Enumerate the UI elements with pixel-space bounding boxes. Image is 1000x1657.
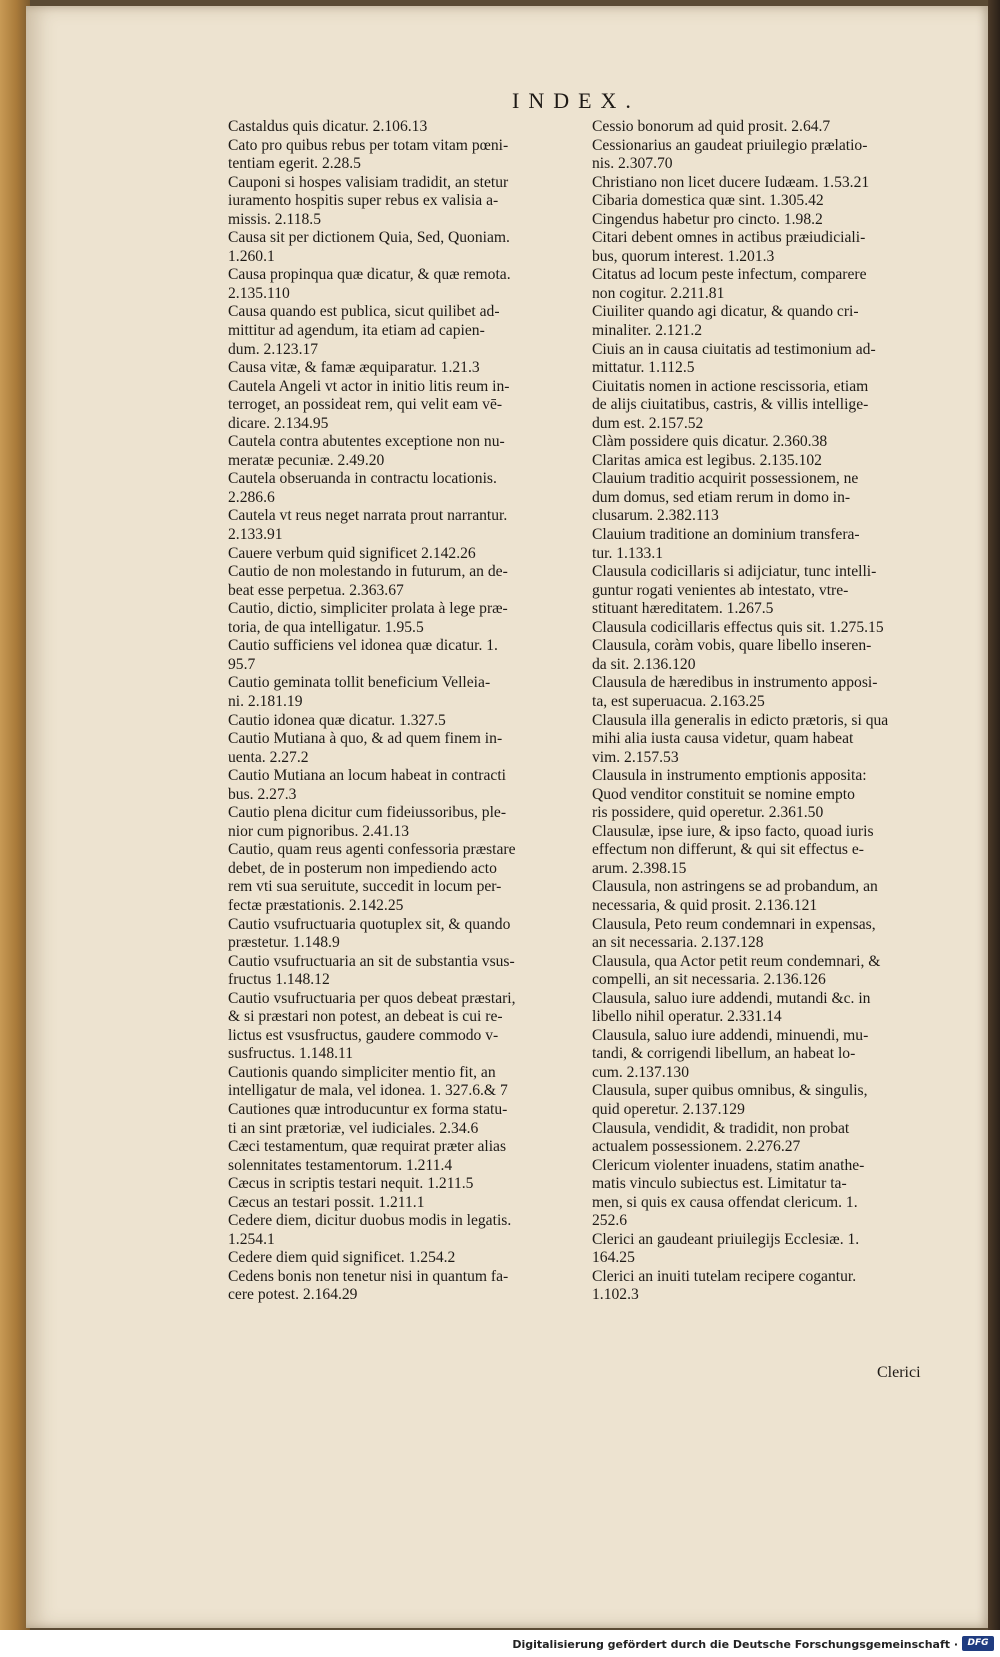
index-entry bbox=[592, 137, 947, 174]
index-entry-line: Cautio Mutiana à quo, & ad quem finem in- bbox=[228, 730, 503, 748]
index-entry-line: Cæcus an testari possit. 1.211.1 bbox=[228, 1193, 425, 1211]
index-entry bbox=[228, 563, 574, 600]
index-entry-line: Causa vitæ, & famæ æquiparatur. 1.21.3 bbox=[228, 359, 480, 377]
index-entry bbox=[228, 137, 574, 174]
index-entry-line: rem vti sua seruitute, succedit in locum per- bbox=[228, 878, 502, 896]
index-entry-line: mihi alia iusta causa videtur, quam habeat bbox=[592, 730, 854, 748]
index-entry bbox=[228, 1064, 574, 1101]
index-entry-line: Clausula, non astringens se ad probandum, an bbox=[592, 878, 878, 896]
index-entry-line: meratæ pecuniæ. 2.49.20 bbox=[228, 451, 385, 469]
index-entry bbox=[592, 563, 947, 619]
index-entry bbox=[592, 637, 947, 674]
index-entry-line: tentiam egerit. 2.28.5 bbox=[228, 155, 361, 173]
index-entry-line: Clerici an inuiti tutelam recipere cogantur. bbox=[592, 1267, 857, 1285]
index-entry bbox=[592, 452, 947, 471]
index-entry-line: ta, est superuacua. 2.163.25 bbox=[592, 692, 765, 710]
index-entry-line: men, si quis ex causa offendat clericum. 1. bbox=[592, 1193, 858, 1211]
index-entry-line: dum domus, sed etiam rerum in domo in- bbox=[592, 488, 851, 506]
index-entry bbox=[228, 767, 574, 804]
index-entry-line: Clausulæ, ipse iure, & ipso facto, quoad iuris bbox=[592, 822, 874, 840]
index-entry-line: Clausula de hæredibus in instrumento apposi- bbox=[592, 674, 878, 692]
running-head: INDEX. bbox=[512, 88, 640, 113]
index-entry-line: 1.254.1 bbox=[228, 1230, 275, 1248]
index-entry-line: Cautionis quando simpliciter mentio fit, an bbox=[228, 1063, 496, 1081]
index-entry-line: nis. 2.307.70 bbox=[592, 155, 673, 173]
index-entry-line: missis. 2.118.5 bbox=[228, 210, 321, 228]
index-entry bbox=[228, 378, 574, 434]
index-entry-line: Cautio geminata tollit beneficium Velleia- bbox=[228, 674, 491, 692]
index-entry-line: Ciuis an in causa ciuitatis ad testimonium ad- bbox=[592, 340, 876, 358]
index-entry-line: lictus est vsusfructus, gaudere commodo v- bbox=[228, 1026, 499, 1044]
index-entry bbox=[592, 823, 947, 879]
index-entry bbox=[228, 1194, 574, 1213]
index-entry-line: Clausula, saluo iure addendi, mutandi &c. in bbox=[592, 989, 871, 1007]
index-entry-line: de alijs ciuitatibus, castris, & villis intellige- bbox=[592, 396, 869, 414]
index-entry bbox=[228, 266, 574, 303]
index-entry bbox=[592, 1157, 947, 1231]
index-entry bbox=[592, 470, 947, 526]
index-entry-line: 1.260.1 bbox=[228, 247, 275, 265]
catchword: Clerici bbox=[877, 1364, 921, 1381]
index-entry-line: uenta. 2.27.2 bbox=[228, 748, 309, 766]
index-entry bbox=[228, 303, 574, 359]
index-entry-line: Cautela contra abutentes exceptione non nu- bbox=[228, 433, 505, 451]
index-entry-line: Citatus ad locum peste infectum, comparere bbox=[592, 266, 867, 284]
index-entry-line: libello nihil operatur. 2.331.14 bbox=[592, 1008, 782, 1026]
index-entry-line: cere potest. 2.164.29 bbox=[228, 1286, 358, 1304]
index-entry-line: Clausula, qua Actor petit reum condemnari, & bbox=[592, 952, 881, 970]
index-entry-line: Cautio vsufructuaria per quos debeat præstari, bbox=[228, 989, 516, 1007]
index-entry-line: quid operetur. 2.137.129 bbox=[592, 1100, 745, 1118]
index-entry bbox=[228, 637, 574, 674]
index-entry-line: 252.6 bbox=[592, 1212, 628, 1230]
index-entry bbox=[228, 118, 574, 137]
index-entry-line: 164.25 bbox=[592, 1249, 635, 1267]
index-entry-line: Clerici an gaudeant priuilegijs Ecclesiæ. 1. bbox=[592, 1230, 860, 1248]
index-entry bbox=[592, 378, 947, 434]
index-entry-line: susfructus. 1.148.11 bbox=[228, 1045, 354, 1063]
index-entry-line: Clausula illa generalis in edicto prætoris, si qua bbox=[592, 711, 889, 729]
index-entry-line: cum. 2.137.130 bbox=[592, 1063, 690, 1081]
index-entry bbox=[228, 470, 574, 507]
index-entry-line: 2.286.6 bbox=[228, 488, 275, 506]
dfg-logo: DFG bbox=[962, 1636, 994, 1651]
index-entry-line: Cautio de non molestando in futurum, an de- bbox=[228, 563, 508, 581]
index-entry-line: Cautio sufficiens vel idonea quæ dicatur. 1. bbox=[228, 637, 498, 655]
index-entry-line: Cauere verbum quid significet 2.142.26 bbox=[228, 544, 476, 562]
index-entry-line: Cingendus habetur pro cincto. 1.98.2 bbox=[592, 210, 823, 228]
index-column-left bbox=[228, 118, 574, 1305]
index-entry-line: Clausula, saluo iure addendi, minuendi, mu- bbox=[592, 1026, 869, 1044]
index-entry-line: ni. 2.181.19 bbox=[228, 692, 303, 710]
index-entry-line: Cautio, dictio, simpliciter prolata à lege præ- bbox=[228, 600, 508, 618]
index-entry-line: Christiano non licet ducere Iudæam. 1.53.21 bbox=[592, 173, 870, 191]
index-entry bbox=[228, 730, 574, 767]
index-entry-line: Cedens bonis non tenetur nisi in quantum fa- bbox=[228, 1267, 509, 1285]
index-entry bbox=[592, 341, 947, 378]
footer-credit: Digitalisierung gefördert durch die Deutsche Forschungsgemeinschaft · bbox=[512, 1638, 958, 1651]
index-entry-line: Cautio vsufructuaria an sit de substantia vsus- bbox=[228, 952, 515, 970]
index-entry-line: Clauium traditio acquirit possessionem, ne bbox=[592, 470, 859, 488]
index-entry-line: Clericum violenter inuadens, statim anathe- bbox=[592, 1156, 865, 1174]
index-entry-line: arum. 2.398.15 bbox=[592, 859, 687, 877]
index-entry-line: necessaria, & quid prosit. 2.136.121 bbox=[592, 896, 818, 914]
index-entry-line: nior cum pignoribus. 2.41.13 bbox=[228, 822, 410, 840]
index-entry-line: Castaldus quis dicatur. 2.106.13 bbox=[228, 118, 428, 135]
index-entry bbox=[592, 192, 947, 211]
index-entry-line: Clausula, super quibus omnibus, & singulis, bbox=[592, 1082, 868, 1100]
index-entry bbox=[228, 1101, 574, 1138]
index-entry-line: Cautio, quam reus agenti confessoria præstare bbox=[228, 841, 516, 859]
index-entry-line: Clausula codicillaris si adijciatur, tunc intelli- bbox=[592, 563, 877, 581]
index-entry-line: Cautela obseruanda in contractu locationis. bbox=[228, 470, 497, 488]
index-entry bbox=[592, 674, 947, 711]
index-entry-line: Cibaria domestica quæ sint. 1.305.42 bbox=[592, 192, 824, 210]
index-entry bbox=[228, 359, 574, 378]
index-entry bbox=[228, 174, 574, 230]
index-entry bbox=[592, 1268, 947, 1305]
index-entry bbox=[592, 619, 947, 638]
index-entry bbox=[592, 433, 947, 452]
index-entry-line: Causa propinqua quæ dicatur, & quæ remota. bbox=[228, 266, 511, 284]
index-entry-line: Cautio Mutiana an locum habeat in contracti bbox=[228, 767, 506, 785]
index-entry-line: Clausula in instrumento emptionis apposita: bbox=[592, 767, 867, 785]
index-entry bbox=[592, 878, 947, 915]
index-entry-line: matis vinculo subiectus est. Limitatur ta- bbox=[592, 1175, 847, 1193]
index-entry bbox=[592, 1027, 947, 1083]
index-entry-line: fectæ præstationis. 2.142.25 bbox=[228, 896, 404, 914]
index-entry bbox=[228, 1138, 574, 1175]
index-entry-line: Cedere diem quid significet. 1.254.2 bbox=[228, 1249, 456, 1267]
index-entry-line: tur. 1.133.1 bbox=[592, 544, 664, 562]
digitization-footer bbox=[0, 1630, 1000, 1657]
index-entry bbox=[228, 916, 574, 953]
index-entry-line: debet, de in posterum non impediendo acto bbox=[228, 859, 497, 877]
index-entry-line: Ciuitatis nomen in actione rescissoria, etiam bbox=[592, 377, 869, 395]
book-edge-right bbox=[988, 0, 1000, 1657]
index-entry-line: Cæcus in scriptis testari nequit. 1.211.5 bbox=[228, 1175, 474, 1193]
index-entry bbox=[592, 118, 947, 137]
index-entry bbox=[228, 545, 574, 564]
index-entry bbox=[592, 1231, 947, 1268]
index-entry-line: Causa quando est publica, sicut quilibet ad- bbox=[228, 303, 500, 321]
index-entry-line: dum. 2.123.17 bbox=[228, 340, 319, 358]
index-entry-line: præstetur. 1.148.9 bbox=[228, 934, 340, 952]
index-entry-line: Cessio bonorum ad quid prosit. 2.64.7 bbox=[592, 118, 831, 135]
index-entry-line: vim. 2.157.53 bbox=[592, 748, 679, 766]
index-entry bbox=[592, 916, 947, 953]
index-entry bbox=[228, 712, 574, 731]
index-entry-line: Clàm possidere quis dicatur. 2.360.38 bbox=[592, 433, 828, 451]
index-entry-line: intelligatur de mala, vel idonea. 1. 327.6.& 7 bbox=[228, 1082, 508, 1100]
index-entry bbox=[592, 174, 947, 193]
index-column-right bbox=[592, 118, 947, 1305]
index-entry-line: effectum non differunt, & qui sit effectus e- bbox=[592, 841, 864, 859]
index-entry-line: Cautio plena dicitur cum fideiussoribus, ple- bbox=[228, 804, 507, 822]
index-entry bbox=[592, 526, 947, 563]
index-entry-line: Cautiones quæ introducuntur ex forma statu- bbox=[228, 1100, 508, 1118]
index-entry-line: toria, de qua intelligatur. 1.95.5 bbox=[228, 618, 424, 636]
index-entry-line: Cato pro quibus rebus per totam vitam pœni- bbox=[228, 136, 509, 154]
index-entry-line: bus. 2.27.3 bbox=[228, 785, 297, 803]
index-entry-line: Cessionarius an gaudeat priuilegio prælatio- bbox=[592, 136, 868, 154]
index-entry-line: Ciuiliter quando agi dicatur, & quando cri- bbox=[592, 303, 859, 321]
index-entry bbox=[228, 804, 574, 841]
index-entry-line: minaliter. 2.121.2 bbox=[592, 322, 703, 340]
index-entry-line: actualem possessionem. 2.276.27 bbox=[592, 1138, 801, 1156]
index-entry bbox=[592, 953, 947, 990]
index-entry bbox=[592, 767, 947, 823]
index-entry-line: terroget, an possideat rem, qui velit eam vē- bbox=[228, 396, 503, 414]
index-entry bbox=[228, 841, 574, 915]
index-entry-line: an sit necessaria. 2.137.128 bbox=[592, 934, 764, 952]
index-entry-line: Clausula, coràm vobis, quare libello inseren- bbox=[592, 637, 872, 655]
index-entry bbox=[592, 229, 947, 266]
index-entry-line: Cautio vsufructuaria quotuplex sit, & quando bbox=[228, 915, 511, 933]
index-entry-line: iuramento hospitis super rebus ex valisia a- bbox=[228, 192, 499, 210]
index-entry bbox=[228, 674, 574, 711]
index-entry-line: Cautela vt reus neget narrata prout narrantur. bbox=[228, 507, 508, 525]
index-entry bbox=[228, 229, 574, 266]
index-entry-line: mittatur. 1.112.5 bbox=[592, 359, 695, 377]
index-entry-line: dicare. 2.134.95 bbox=[228, 414, 329, 432]
index-entry-line: ris possidere, quid operetur. 2.361.50 bbox=[592, 804, 824, 822]
index-entry-line: Citari debent omnes in actibus præiudiciali- bbox=[592, 229, 866, 247]
index-entry bbox=[592, 1082, 947, 1119]
index-entry-line: Cautio idonea quæ dicatur. 1.327.5 bbox=[228, 711, 446, 729]
index-entry-line: Clauium traditione an dominium transfera- bbox=[592, 526, 860, 544]
index-entry-line: 95.7 bbox=[228, 655, 256, 673]
index-entry-line: beat esse perpetua. 2.363.67 bbox=[228, 581, 404, 599]
index-entry-line: mittitur ad agendum, ita etiam ad capien- bbox=[228, 322, 485, 340]
index-entry-line: bus, quorum interest. 1.201.3 bbox=[592, 247, 775, 265]
index-entry bbox=[228, 1212, 574, 1249]
index-entry bbox=[592, 1120, 947, 1157]
index-entry-line: Clausula codicillaris effectus quis sit. 1.275.15 bbox=[592, 618, 884, 636]
index-entry bbox=[228, 507, 574, 544]
index-entry bbox=[228, 953, 574, 990]
index-entry-line: 2.135.110 bbox=[228, 284, 290, 302]
index-entry-line: dum est. 2.157.52 bbox=[592, 414, 704, 432]
index-entry-line: Causa sit per dictionem Quia, Sed, Quoniam. bbox=[228, 229, 510, 247]
index-entry-line: Clausula, Peto reum condemnari in expensas, bbox=[592, 915, 876, 933]
index-entry bbox=[228, 1249, 574, 1268]
index-entry-line: clusarum. 2.382.113 bbox=[592, 507, 719, 525]
index-entry-line: non cogitur. 2.211.81 bbox=[592, 284, 725, 302]
index-entry bbox=[592, 211, 947, 230]
index-entry bbox=[228, 1268, 574, 1305]
index-entry bbox=[592, 990, 947, 1027]
index-entry-line: Cauponi si hospes valisiam tradidit, an stetur bbox=[228, 173, 509, 191]
index-entry-line: stituant hæreditatem. 1.267.5 bbox=[592, 600, 774, 618]
index-entry-line: ti an sint prætoriæ, vel iudiciales. 2.34.6 bbox=[228, 1119, 479, 1137]
index-entry bbox=[228, 600, 574, 637]
index-entry-line: Cæci testamentum, quæ requirat præter alias bbox=[228, 1138, 507, 1156]
index-entry-line: guntur rogati venientes ab intestato, vtre- bbox=[592, 581, 849, 599]
index-entry-line: Cautela Angeli vt actor in initio litis reum in- bbox=[228, 377, 510, 395]
index-entry bbox=[228, 990, 574, 1064]
index-entry-line: fructus 1.148.12 bbox=[228, 971, 330, 989]
index-entry bbox=[228, 1175, 574, 1194]
index-entry-line: solennitates testamentorum. 1.211.4 bbox=[228, 1156, 453, 1174]
index-entry bbox=[592, 303, 947, 340]
index-entry-line: Cedere diem, dicitur duobus modis in legatis. bbox=[228, 1212, 512, 1230]
index-entry bbox=[592, 712, 947, 768]
index-entry-line: 2.133.91 bbox=[228, 526, 283, 544]
index-entry-line: & si præstari non potest, an debeat is cui re- bbox=[228, 1008, 503, 1026]
index-entry-line: tandi, & corrigendi libellum, an habeat lo- bbox=[592, 1045, 856, 1063]
index-entry-line: compelli, an sit necessaria. 2.136.126 bbox=[592, 971, 826, 989]
index-entry-line: da sit. 2.136.120 bbox=[592, 655, 696, 673]
index-entry bbox=[228, 433, 574, 470]
index-entry-line: Claritas amica est legibus. 2.135.102 bbox=[592, 451, 822, 469]
index-entry-line: Clausula, vendidit, & tradidit, non probat bbox=[592, 1119, 850, 1137]
index-entry bbox=[592, 266, 947, 303]
index-entry-line: Quod venditor constituit se nomine empto bbox=[592, 785, 855, 803]
index-entry-line: 1.102.3 bbox=[592, 1286, 639, 1304]
